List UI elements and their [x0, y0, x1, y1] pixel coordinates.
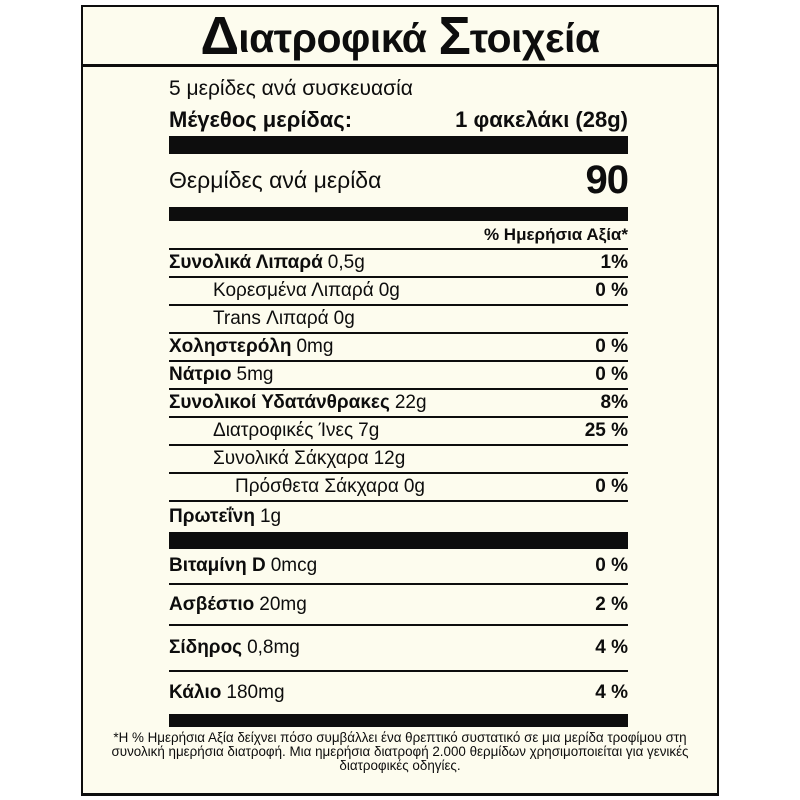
nutrient-name-and-amount — [169, 252, 365, 274]
nutrient-name: Βιταμίνη D — [169, 555, 266, 576]
title-word-rest: ιατροφικά — [238, 14, 427, 61]
daily-value-header: % Ημερήσια Αξία* — [169, 221, 628, 250]
nutrient-amount: 0,8mg — [247, 637, 300, 658]
nutrient-amount: 0g — [333, 308, 355, 329]
nutrient-name: Κορεσμένα Λιπαρά — [213, 280, 374, 301]
nutrient-name-and-amount — [169, 448, 405, 470]
nutrient-name: Χοληστερόλη — [169, 336, 292, 357]
calories-value: 90 — [585, 158, 628, 202]
nutrient-name-and-amount — [169, 336, 333, 358]
nutrient-amount: 7g — [358, 420, 380, 441]
serving-size-value: 1 φακελάκι (28g) — [455, 106, 628, 132]
macronutrient-rows — [169, 250, 628, 532]
label-content — [83, 74, 717, 727]
nutrient-name-and-amount — [169, 364, 274, 386]
divider-bar-bottom — [169, 714, 628, 727]
nutrient-daily-value-percent: 4 % — [595, 637, 628, 658]
nutrient-daily-value-percent: 4 % — [595, 682, 628, 703]
title-initial-letter: Σ — [438, 5, 470, 66]
nutrient-row — [169, 278, 628, 306]
nutrient-row — [169, 549, 628, 585]
nutrient-name-and-amount — [169, 420, 379, 442]
title-initial-letter: Δ — [200, 5, 239, 66]
nutrient-row — [169, 334, 628, 362]
nutrient-amount: 22g — [394, 392, 427, 413]
nutrient-row — [169, 502, 628, 532]
nutrient-daily-value-percent: 0 % — [595, 280, 628, 301]
nutrient-name-and-amount — [169, 594, 307, 616]
nutrient-daily-value-percent: 0 % — [595, 476, 628, 497]
nutrient-row — [169, 306, 628, 334]
nutrient-row — [169, 250, 628, 278]
nutrient-name: Διατροφικές Ίνες — [213, 420, 354, 441]
nutrient-amount: 12g — [373, 448, 406, 469]
nutrient-name-and-amount — [169, 280, 400, 302]
nutrient-name-and-amount — [169, 392, 427, 414]
nutrient-name: Ασβέστιο — [169, 593, 255, 615]
nutrient-amount: 180mg — [226, 682, 285, 703]
nutrient-row — [169, 672, 628, 714]
nutrient-name-and-amount — [169, 476, 425, 498]
nutrient-name: Trans Λιπαρά — [213, 308, 329, 329]
nutrient-amount: 0g — [378, 280, 400, 301]
nutrient-name-and-amount — [169, 555, 317, 577]
title-word-rest: τοιχεία — [469, 14, 600, 61]
nutrient-daily-value-percent: 8% — [600, 392, 628, 413]
nutrient-daily-value-percent: 0 % — [595, 336, 628, 357]
nutrient-name: Σίδηρος — [169, 637, 243, 658]
nutrient-name-and-amount — [169, 308, 355, 330]
serving-size-label: Μέγεθος μερίδας: — [169, 106, 353, 132]
nutrient-amount: 0g — [403, 476, 425, 497]
nutrient-name: Συνολικοί Υδατάνθρακες — [169, 392, 390, 413]
nutrient-name: Συνολικά Σάκχαρα — [213, 448, 369, 469]
nutrient-daily-value-percent: 1% — [600, 252, 628, 273]
nutrition-facts-label — [81, 5, 719, 796]
servings-per-package: 5 μερίδες ανά συσκευασία — [169, 76, 413, 100]
nutrient-amount: 20mg — [259, 593, 307, 615]
title-word — [438, 5, 600, 66]
divider-bar-thick — [169, 136, 628, 154]
nutrient-name: Πρόσθετα Σάκχαρα — [235, 476, 399, 497]
nutrient-name-and-amount — [169, 506, 281, 528]
divider-bar-medium — [169, 207, 628, 221]
nutrient-name-and-amount — [169, 682, 285, 704]
nutrient-row — [169, 362, 628, 390]
nutrient-row — [169, 418, 628, 446]
nutrient-row — [169, 626, 628, 672]
nutrient-daily-value-percent: 0 % — [595, 555, 628, 576]
nutrient-amount: 1g — [259, 506, 282, 527]
nutrient-daily-value-percent: 2 % — [595, 593, 628, 615]
nutrient-name: Νάτριο — [169, 364, 232, 385]
nutrient-amount: 0mcg — [270, 555, 318, 576]
nutrient-row — [169, 446, 628, 474]
vitamin-mineral-rows — [169, 549, 628, 714]
title-word — [200, 5, 427, 66]
serving-size-row — [169, 103, 628, 136]
nutrient-amount: 5mg — [236, 364, 274, 385]
divider-bar-thick — [169, 532, 628, 549]
nutrient-daily-value-percent: 0 % — [595, 364, 628, 385]
nutrient-row — [169, 474, 628, 502]
nutrient-row — [169, 585, 628, 626]
nutrient-name: Πρωτεΐνη — [169, 506, 255, 527]
nutrient-name-and-amount — [169, 637, 300, 659]
nutrient-amount: 0mg — [296, 336, 334, 357]
daily-value-footnote: *Η % Ημερήσια Αξία δείχνει πόσο συμβάλλει ένα θρεπτικό συστατικό σε μια μερίδα τροφίμου στη συνολική ημερήσια διατροφή. Μια ημερήσια διατροφή 2.000 θερμίδων χρησιμοποιείται για γενικές διατροφικές οδηγίες. — [111, 730, 689, 773]
nutrient-name: Συνολικά Λιπαρά — [169, 252, 323, 273]
calories-row — [169, 154, 628, 207]
nutrient-amount: 0,5g — [327, 252, 365, 273]
nutrient-name: Κάλιο — [169, 682, 222, 703]
nutrient-row — [169, 390, 628, 418]
nutrient-daily-value-percent: 25 % — [584, 420, 628, 441]
calories-label: Θερμίδες ανά μερίδα — [169, 167, 382, 193]
label-title — [83, 7, 717, 67]
